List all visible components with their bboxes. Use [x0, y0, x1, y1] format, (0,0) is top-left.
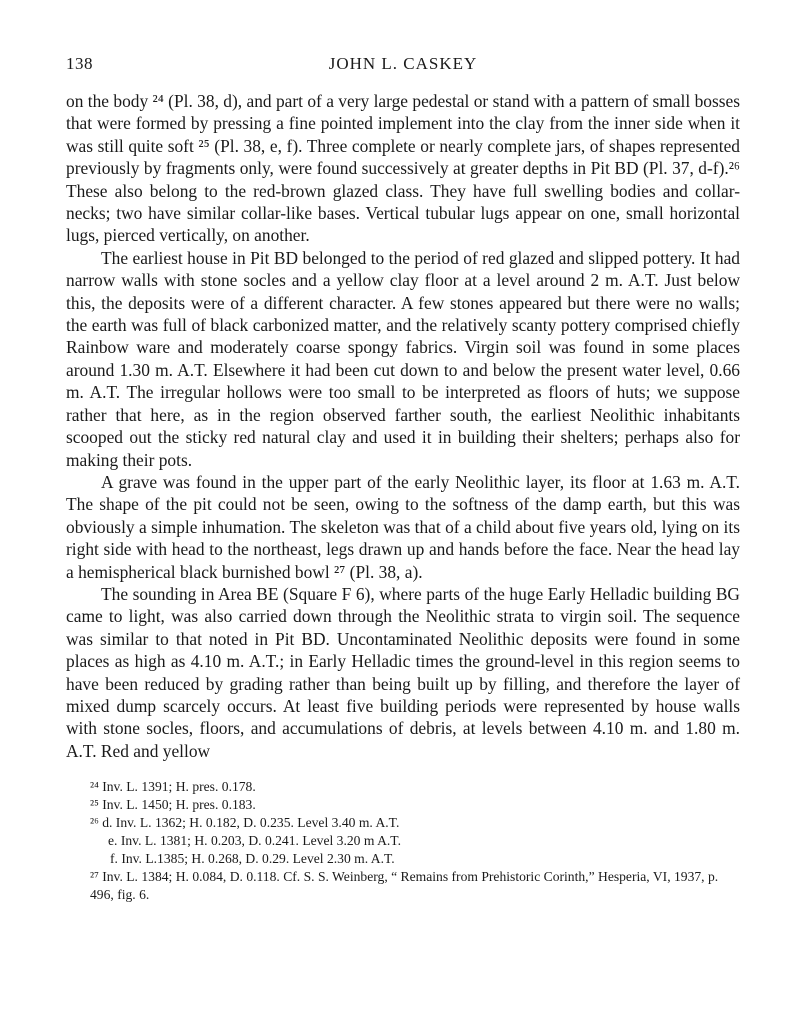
body-text	[66, 90, 740, 762]
paragraph: The sounding in Area BE (Square F 6), where parts of the huge Early Helladic building BG came to light, was also carried down through the Neolithic strata to virgin soil. The sequence was similar to that noted in Pit BD. Uncontaminated Neolithic deposits were found in some places as high as 4.10 m. A.T.; in Early Helladic times the ground-level in this region seems to have been reduced by grading rather than being built up by filling, and therefore the layer of mixed dump scarcely occurs. At least five building periods were represented by house walls with stone socles, floors, and accumulations of debris, at levels between 4.10 m. and 1.80 m. A.T. Red and yellow	[66, 583, 740, 761]
footnote-26-f: f. Inv. L.1385; H. 0.268, D. 0.29. Level 2.30 m. A.T.	[110, 851, 395, 867]
footnote-26-e: e. Inv. L. 1381; H. 0.203, D. 0.241. Level 3.20 m A.T.	[108, 833, 401, 849]
footnote-27: ²⁷ Inv. L. 1384; H. 0.084, D. 0.118. Cf. S. S. Weinberg, “ Remains from Prehistoric Corinth,” Hesperia, VI, 1937, p. 496, fig. 6.	[90, 869, 719, 903]
paragraph: A grave was found in the upper part of the early Neolithic layer, its floor at 1.63 m. A.T. The shape of the pit could not be seen, owing to the softness of the damp earth, but this was obviously a simple inhumation. The skeleton was that of a child about five years old, lying on its right side with head to the northeast, legs drawn up and hands before the face. Near the head lay a hemispherical black burnished bowl ²⁷ (Pl. 38, a).	[66, 471, 740, 582]
page	[66, 54, 740, 904]
footnote-26: ²⁶ d. Inv. L. 1362; H. 0.182, D. 0.235. Level 3.40 m. A.T.	[90, 815, 400, 831]
running-title: JOHN L. CASKEY	[328, 54, 478, 73]
footnote-25: ²⁵ Inv. L. 1450; H. pres. 0.183.	[90, 797, 256, 813]
page-header	[66, 54, 740, 80]
paragraph: The earliest house in Pit BD belonged to the period of red glazed and slipped pottery. It had narrow walls with stone socles and a yellow clay floor at a level around 2 m. A.T. Just below this, the deposits were of a different character. A few stones appeared but there were no walls; the earth was full of black carbonized matter, and the relatively scanty pottery comprised chiefly Rainbow ware and moderately coarse spongy fabrics. Virgin soil was found in some places around 1.30 m. A.T. Elsewhere it had been cut down to and below the present water level, 0.66 m. A.T. The irregular hollows were too small to be interpreted as floors of huts; we suppose rather that here, as in the region observed farther south, the earliest Neolithic inhabitants scooped out the sticky red natural clay and used it in building their shelters; perhaps also for making their pots.	[66, 247, 740, 470]
page-number: 138	[66, 54, 93, 73]
footnotes	[66, 778, 740, 904]
paragraph: on the body ²⁴ (Pl. 38, d), and part of a very large pedestal or stand with a pattern of small bosses that were formed by pressing a fine pointed implement into the clay from the inner side when it was still quite soft ²⁵ (Pl. 38, e, f). Three complete or nearly complete jars, of shapes represented previously by fragments only, were found successively at greater depths in Pit BD (Pl. 37, d-f).²⁶ These also belong to the red-brown glazed class. They have full swelling bodies and collar-necks; two have similar collar-like bases. Vertical tubular lugs appear on one, small horizontal lugs, pierced vertically, on another.	[66, 91, 740, 246]
footnote-24: ²⁴ Inv. L. 1391; H. pres. 0.178.	[90, 779, 256, 795]
